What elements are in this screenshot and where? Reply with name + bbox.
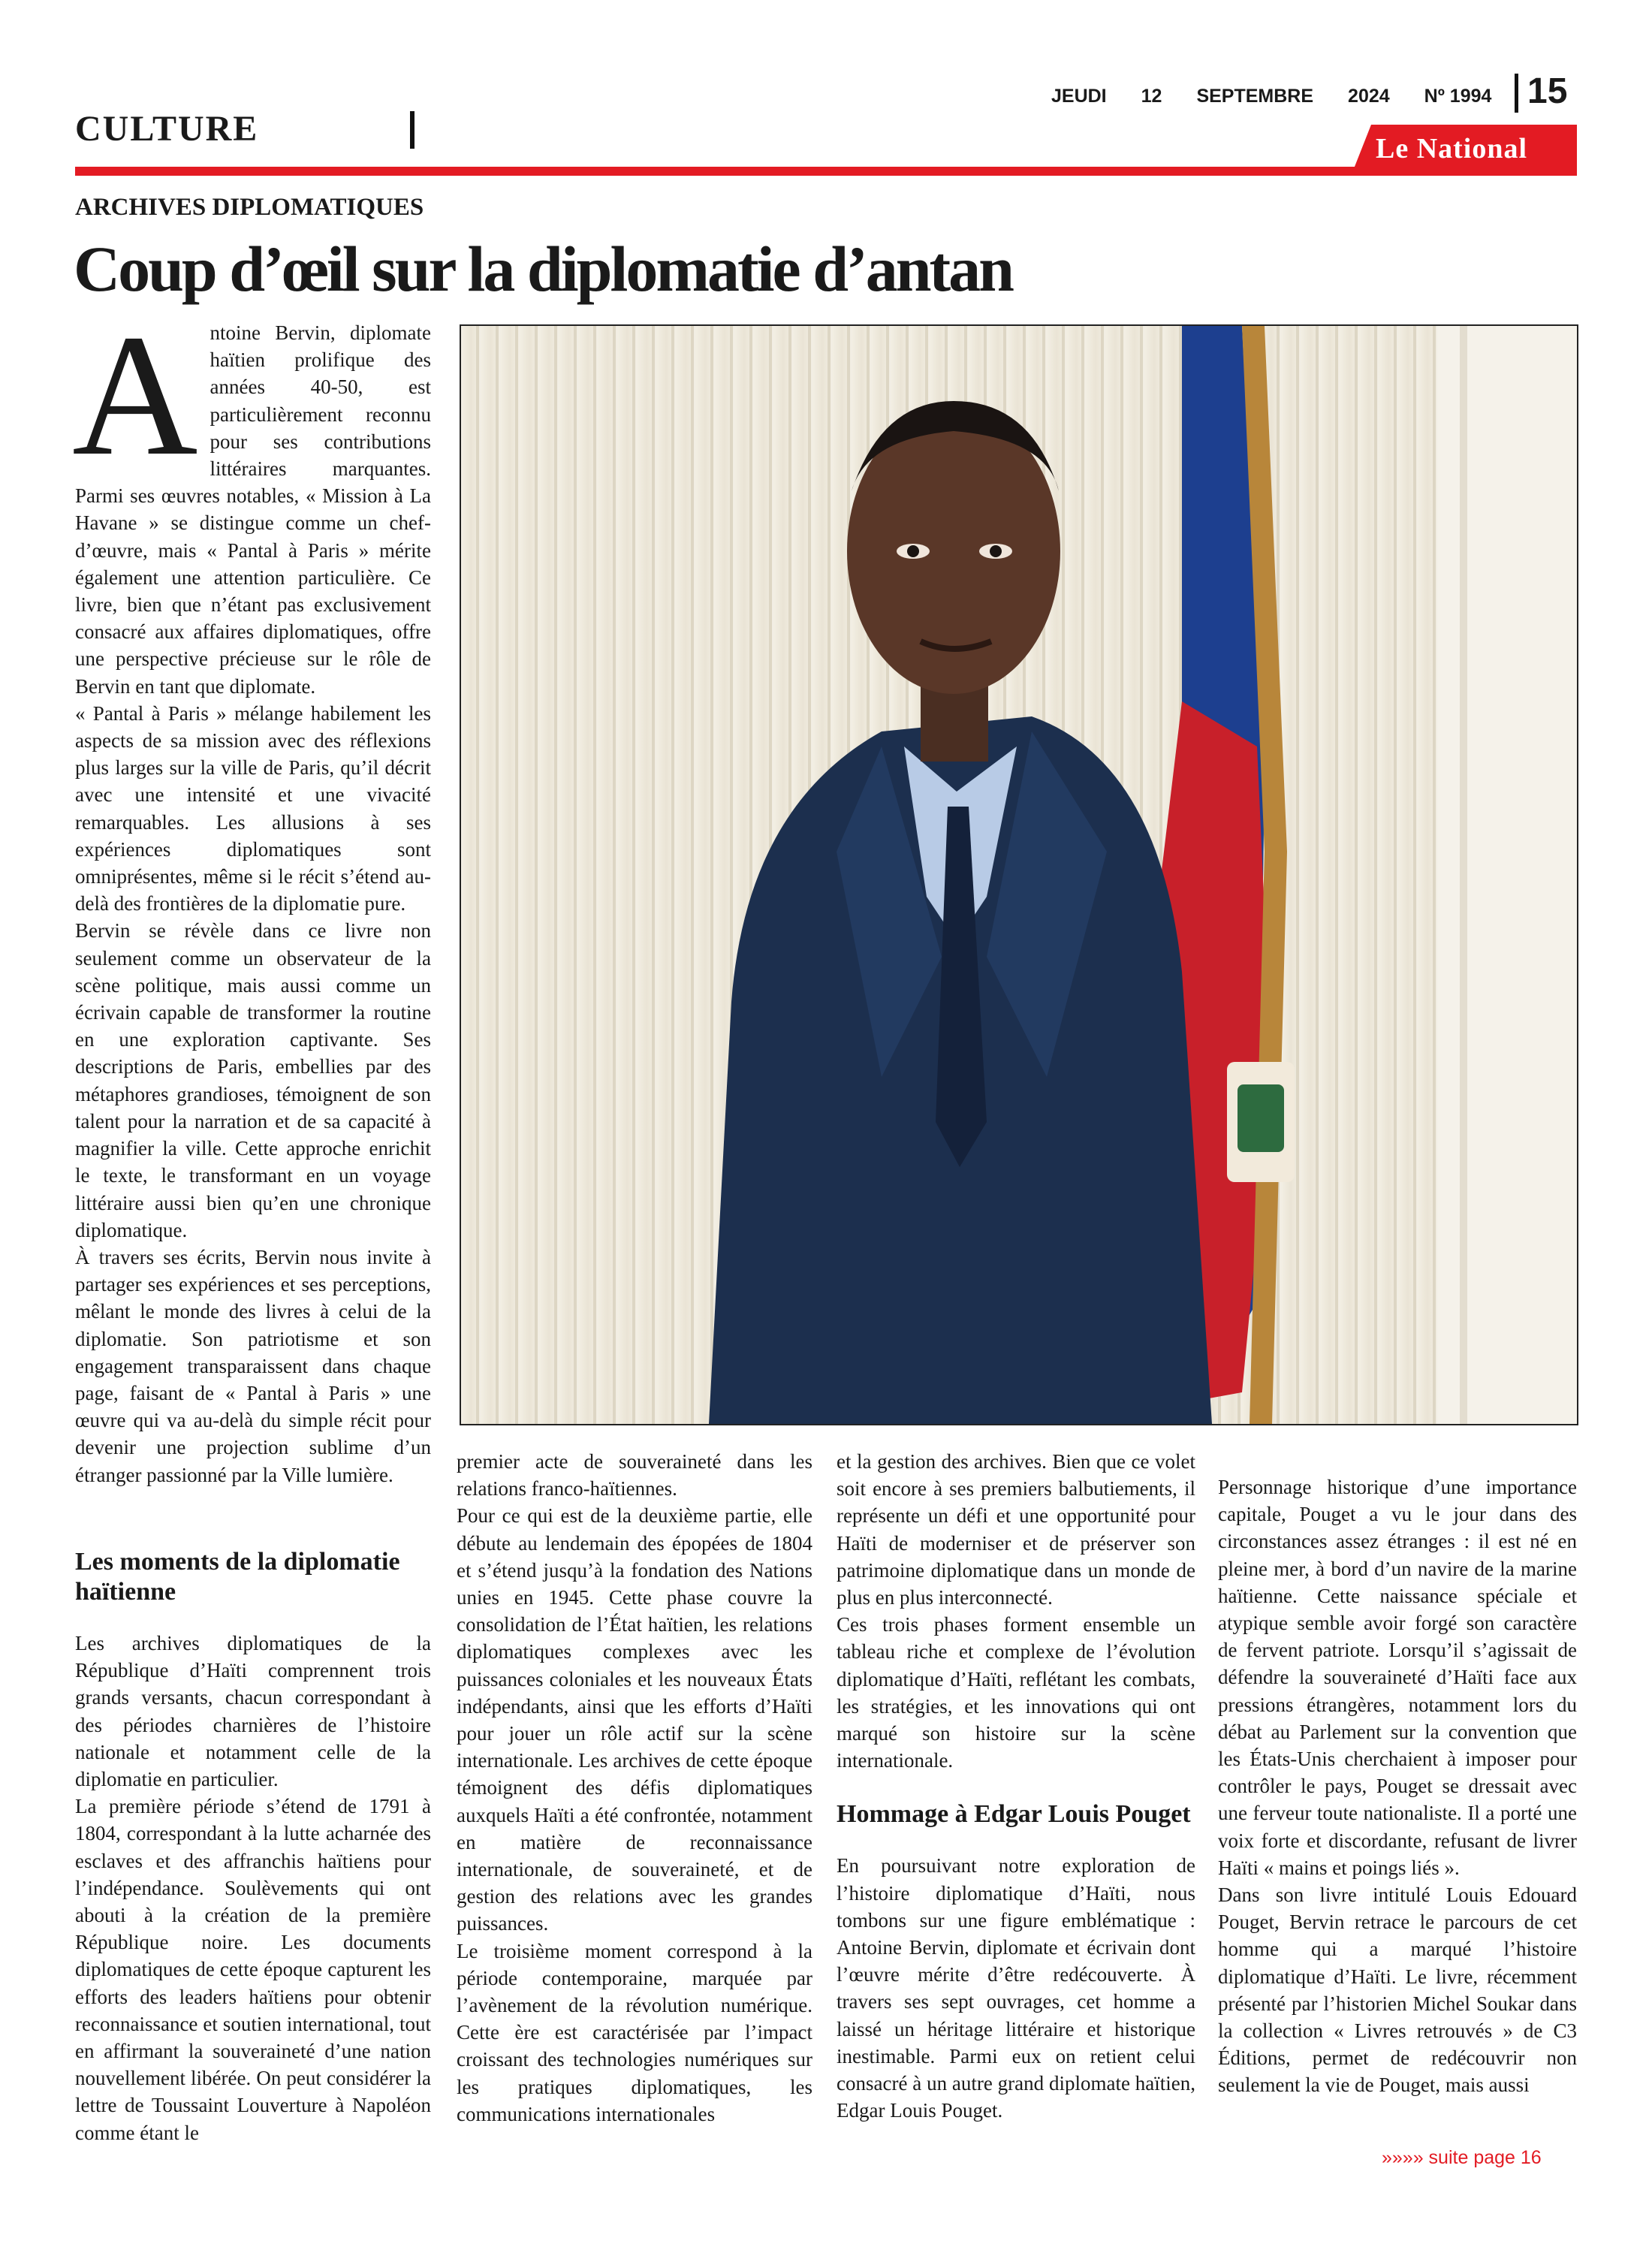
body-paragraph: Personnage historique d’une importance capitale, Pouget a vu le jour dans des circonstances assez étranges : il est né en pleine mer, à bord d’un navire de la marine haïtienne. Cette naissance spéciale et atypique semble avoir forgé son caractère de fervent patriote. Lorsqu’il s’agissait de défendre la souveraineté d’Haïti face aux pressions étrangères, notamment lors du débat au Parlement sur la convention que les États-Unis cherchaient à imposer pour contrôler le pays, Pouget se dressait avec une ferveur toute nationaliste. Il a porté une voix forte et discordante, refusant de livrer Haïti « mains et poings liés ».: [1218, 1476, 1577, 1879]
column-2: [457, 1448, 812, 2128]
intro-paragraph: À travers ses écrits, Bervin nous invite à partager ses expériences et ses perceptions, mêlant le monde des livres à celui de la diplomatie. Son patriotisme et son engagement transparaissent dans chaque page, faisant de « Pantal à Paris » une œuvre qui va au-delà du simple récit pour devenir une projection sublime d’un étranger passionné par la Ville lumière.: [75, 1245, 431, 1486]
body-paragraph: Le troisième moment correspond à la période contemporaine, marquée par l’avènement de la révolution numérique. Cette ère est caractérisée par l’impact croissant des technologies numériques sur les pratiques diplomatiques, les communications internationales: [457, 1939, 812, 2125]
day-of-month: 12: [1141, 86, 1162, 107]
date-line: [1051, 83, 1491, 110]
section-divider: [410, 111, 415, 149]
weekday: JEUDI: [1051, 86, 1107, 107]
intro-paragraph: « Pantal à Paris » mélange habilement les aspects de sa mission avec des réflexions plus larges sur la ville de Paris, qu’il décrit avec une intensité et une vivacité remarquables. Les allusions à ses expériences diplomatiques sont omniprésentes, même si le récit s’étend au-delà des frontières de la diplomatie pure.: [75, 701, 431, 915]
drop-cap: A: [72, 299, 198, 492]
article-photo: [460, 324, 1578, 1425]
issue-number: Nº 1994: [1424, 86, 1492, 107]
subheading-pouget-tribute: Hommage à Edgar Louis Pouget: [837, 1800, 1191, 1829]
newspaper-name: Le National: [1376, 133, 1528, 164]
body-paragraph: premier acte de souveraineté dans les relations franco-haïtiennes.: [457, 1450, 812, 1500]
section-title: CULTURE: [75, 109, 259, 149]
body-paragraph: Dans son livre intitulé Louis Edouard Pouget, Bervin retrace le parcours de cet homme qui a marqué l’histoire diplomatique d’Haïti. Le livre, récemment présenté par l’historien Michel Soukar dans la collection « Livres retrouvés » de C3 Éditions, permet de redécouvrir non seulement la vie de Pouget, mais aussi: [1218, 1884, 1577, 2097]
intro-paragraph: Antoine Bervin, diplomate haïtien prolifique des années 40-50, est particulièrement reconnu pour ses contributions littéraires marquantes. Parmi ses œuvres notables, « Mission à La Havane » se distingue comme un chef-d’œuvre, mais « Pantal à Paris » mérite également une attention particulière. Ce livre, bien que n’étant pas exclusivement consacré aux affaires diplomatiques, offre une perspective précieuse sur le rôle de Bervin en tant que diplomate.: [72, 299, 431, 698]
subheading-diplomacy-moments: Les moments de la diplomatie haïtienne: [75, 1548, 400, 1606]
month: SEPTEMBRE: [1196, 86, 1314, 107]
portrait-illustration: [461, 326, 1577, 1424]
column-3: [837, 1448, 1195, 2124]
body-paragraph: Pour ce qui est de la deuxième partie, elle débute au lendemain des épopées de 1804 et s’étend jusqu’à la fondation des Nations unies en 1945. Cette phase couvre la consolidation de l’État haïtien, les relations diplomatiques complexes avec les puissances coloniales et les nouveaux États indépendants, ainsi que les efforts d’Haïti pour jouer un rôle actif sur la scène internationale. Les archives de cette époque témoignent des défis diplomatiques auxquels Haïti a été confrontée, notamment en matière de reconnaissance internationale, de souveraineté, et de gestion des relations avec les grandes puissances.: [457, 1504, 812, 1935]
year: 2024: [1348, 86, 1390, 107]
page-number-divider: [1515, 74, 1518, 113]
body-paragraph: Les archives diplomatiques de la République d’Haïti comprennent trois grands versants, chacun correspondant à des périodes charnières de l’histoire nationale et notamment celle de la diplomatie en particulier.: [75, 1632, 431, 1791]
intro-paragraph: Bervin se révèle dans ce livre non seulement comme un observateur de la scène politique, mais aussi comme un écrivain capable de transformer la routine en une exploration captivante. Ses descriptions de Paris, embellies par des métaphores grandioses, témoignent de son talent pour la narration et de sa capacité à magnifier la ville. Cette approche enrichit le texte, le transformant en un voyage littéraire aussi bien qu’en une chronique diplomatique.: [75, 919, 431, 1241]
body-paragraph: La première période s’étend de 1791 à 1804, correspondant à la lutte acharnée des esclaves et des affranchis haïtiens pour l’indépendance. Soulèvements qui ont abouti à la création de la première République noire. Les documents diplomatiques de cette époque capturent les efforts des leaders haïtiens pour obtenir reconnaissance et soutien international, tout en affirmant la souveraineté d’une nation nouvellement libérée. On peut considérer la lettre de Toussaint Louverture à Napoléon comme étant le: [75, 1795, 431, 2144]
article-kicker: ARCHIVES DIPLOMATIQUES: [75, 194, 424, 221]
column-1: [75, 1547, 431, 2146]
continued-on-page-link[interactable]: »»»» suite page 16: [1382, 2147, 1542, 2168]
header-rule: [75, 167, 1577, 176]
body-paragraph: En poursuivant notre exploration de l’histoire diplomatique d’Haïti, nous tombons sur une figure emblématique : Antoine Bervin, diplomate et écrivain dont l’œuvre mérite d’être redécouverte. À travers ses sept ouvrages, cet homme a laissé un héritage littéraire et historique inestimable. Parmi eux on retient celui consacré à un autre grand diplomate haïtien, Edgar Louis Pouget.: [837, 1854, 1195, 2122]
page-number: 15: [1527, 71, 1568, 111]
column-4: [1218, 1473, 1577, 2099]
article-headline: Coup d’œil sur la diplomatie d’antan: [74, 233, 1012, 305]
intro-column: [72, 299, 431, 1488]
body-paragraph: Ces trois phases forment ensemble un tableau riche et complexe de l’évolution diplomatique d’Haïti, reflétant les combats, les stratégies, et les innovations qui ont marqué son histoire sur la scène internationale.: [837, 1613, 1195, 1772]
body-paragraph: et la gestion des archives. Bien que ce volet soit encore à ses premiers balbutiements, il représente un défi et une opportunité pour Haïti de moderniser et de préserver son patrimoine diplomatique dans un monde de plus en plus interconnecté.: [837, 1450, 1195, 1609]
